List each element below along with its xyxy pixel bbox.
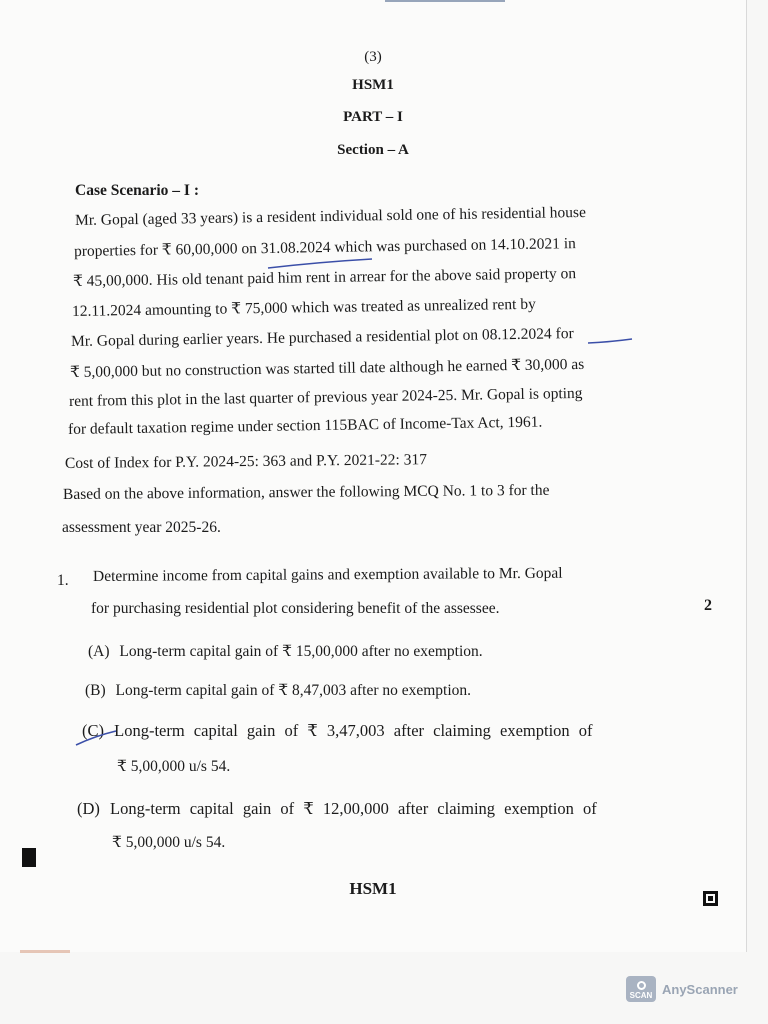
paper-code: HSM1 bbox=[352, 77, 394, 93]
question-number: 1. bbox=[57, 572, 69, 589]
option-text: Long-term capital gain of ₹ 3,47,003 after claiming exemption of bbox=[114, 721, 593, 740]
case-scenario-title: Case Scenario – I : bbox=[75, 182, 199, 199]
question-line: Determine income from capital gains and exemption available to Mr. Gopal bbox=[92, 564, 563, 585]
scanner-name: AnyScanner bbox=[662, 981, 738, 997]
option-b[interactable] bbox=[85, 681, 471, 700]
question-line: for purchasing residential plot considering benefit of the assessee. bbox=[91, 600, 500, 617]
option-c-continued: ₹ 5,00,000 u/s 54. bbox=[117, 758, 231, 775]
scanner-watermark bbox=[626, 976, 738, 1002]
case-line: for default taxation regime under section 115BAC of Income-Tax Act, 1961. bbox=[67, 413, 543, 438]
case-line: Mr. Gopal (aged 33 years) is a resident individual sold one of his residential house bbox=[74, 203, 587, 229]
part-heading: PART – I bbox=[343, 109, 403, 125]
instruction-line: Based on the above information, answer the following MCQ No. 1 to 3 for the bbox=[62, 481, 550, 503]
option-d-continued: ₹ 5,00,000 u/s 54. bbox=[112, 834, 226, 851]
option-label: (A) bbox=[88, 643, 110, 660]
case-line: 12.11.2024 amounting to ₹ 75,000 which was treated as unrealized rent by bbox=[71, 295, 536, 320]
option-text: Long-term capital gain of ₹ 12,00,000 after claiming exemption of bbox=[110, 799, 597, 818]
option-label: (C) bbox=[82, 721, 104, 740]
question-marks: 2 bbox=[704, 597, 712, 614]
option-d[interactable] bbox=[77, 799, 597, 819]
scan-stain bbox=[20, 950, 70, 953]
page-number: (3) bbox=[364, 49, 382, 65]
option-c[interactable] bbox=[82, 721, 593, 741]
option-label: (D) bbox=[77, 799, 100, 818]
option-label: (B) bbox=[85, 682, 106, 699]
scan-edge-mark bbox=[385, 0, 505, 2]
case-line: ₹ 45,00,000. His old tenant paid him rent in arrear for the above said property on bbox=[72, 265, 577, 290]
option-text: Long-term capital gain of ₹ 8,47,003 after no exemption. bbox=[115, 682, 472, 699]
corner-marker-icon bbox=[703, 891, 718, 906]
case-line: properties for ₹ 60,00,000 on 31.08.2024 which was purchased on 14.10.2021 in bbox=[73, 235, 576, 260]
registration-mark bbox=[22, 848, 36, 867]
cost-index-line: Cost of Index for P.Y. 2024-25: 363 and P.Y. 2021-22: 317 bbox=[64, 451, 428, 472]
case-line: rent from this plot in the last quarter of previous year 2024-25. Mr. Gopal is opting bbox=[68, 384, 583, 410]
case-line: ₹ 5,00,000 but no construction was started till date although he earned ₹ 30,000 as bbox=[69, 355, 585, 381]
option-text: Long-term capital gain of ₹ 15,00,000 after no exemption. bbox=[119, 643, 483, 660]
option-a[interactable] bbox=[88, 642, 483, 661]
instruction-line: assessment year 2025-26. bbox=[62, 519, 221, 536]
case-line: Mr. Gopal during earlier years. He purchased a residential plot on 08.12.2024 for bbox=[70, 325, 574, 350]
scanner-logo-icon: SCAN bbox=[626, 976, 656, 1002]
section-heading: Section – A bbox=[337, 142, 409, 158]
footer-paper-code: HSM1 bbox=[349, 879, 397, 898]
